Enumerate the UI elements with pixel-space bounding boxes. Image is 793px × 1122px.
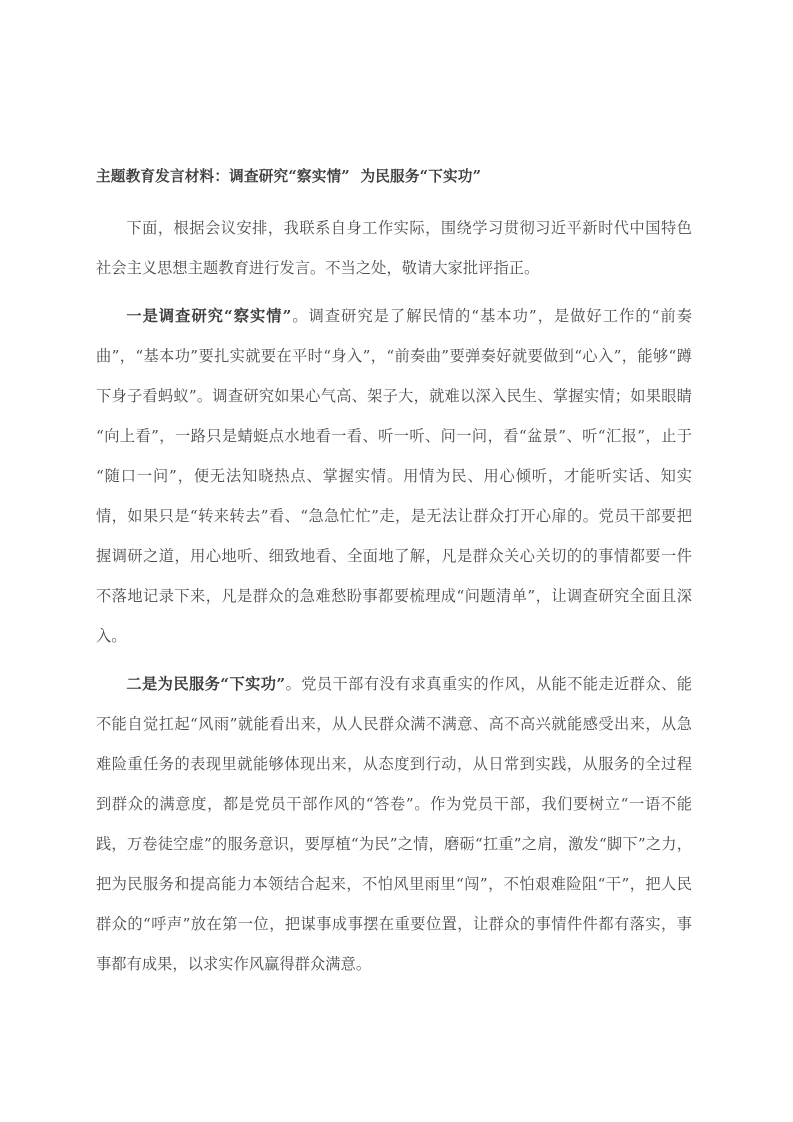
paragraph-section-one xyxy=(96,296,692,656)
document-title: 主题教育发言材料：调查研究“察实情” 为民服务“下实功” xyxy=(96,168,482,185)
paragraph-section-two xyxy=(96,664,692,984)
section-two-lead: 二是为民服务“下实功” xyxy=(126,675,286,693)
document-body xyxy=(96,162,692,984)
section-one-lead: 一是调查研究“察实情” xyxy=(126,307,292,325)
paragraph-intro-text: 下面，根据会议安排，我联系自身工作实际，围绕学习贯彻习近平新时代中国特色社会主义思想主题教育进行发言。不当之处，敬请大家批评指正。 xyxy=(96,219,692,277)
section-two-text: 。党员干部有没有求真重实的作风，从能不能走近群众、能不能自觉扛起“风雨”就能看出来，从人民群众满不满意、高不高兴就能感受出来，从急难险重任务的表现里就能够体现出来，从态度到行动，从日常到实践，从服务的全过程到群众的满意度，都是党员干部作风的“答卷”。作为党员干部，我们要树立“一语不能践，万卷徒空虚”的服务意识，要厚植“为民”之情，磨砺“扛重”之肩，激发“脚下”之力，把为民服务和提高能力本领结合起来，不怕风里雨里“闯”，不怕艰难险阻“干”，把人民群众的“呼声”放在第一位，把谋事成事摆在重要位置，让群众的事情件件都有落实，事事都有成果，以求实作风赢得群众满意。 xyxy=(96,675,692,973)
section-one-text: 。调查研究是了解民情的“基本功”，是做好工作的“前奏曲”，“基本功”要扎实就要在平时“身入”，“前奏曲”要弹奏好就要做到“心入”，能够“蹲下身子看蚂蚁”。调查研究如果心气高、架子大，就难以深入民生、掌握实情；如果眼睛“向上看”，一路只是蜻蜓点水地看一看、听一听、问一问，看“盆景”、听“汇报”，止于“随口一问”，便无法知晓热点、掌握实情。用情为民、用心倾听，才能听实话、知实情，如果只是“转来转去”看、“急急忙忙”走，是无法让群众打开心扉的。党员干部要把握调研之道，用心地听、细致地看、全面地了解，凡是群众关心关切的的事情都要一件不落地记录下来，凡是群众的急难愁盼事都要梳理成“问题清单”，让调查研究全面且深入。 xyxy=(96,307,692,645)
paragraph-intro xyxy=(96,208,692,288)
